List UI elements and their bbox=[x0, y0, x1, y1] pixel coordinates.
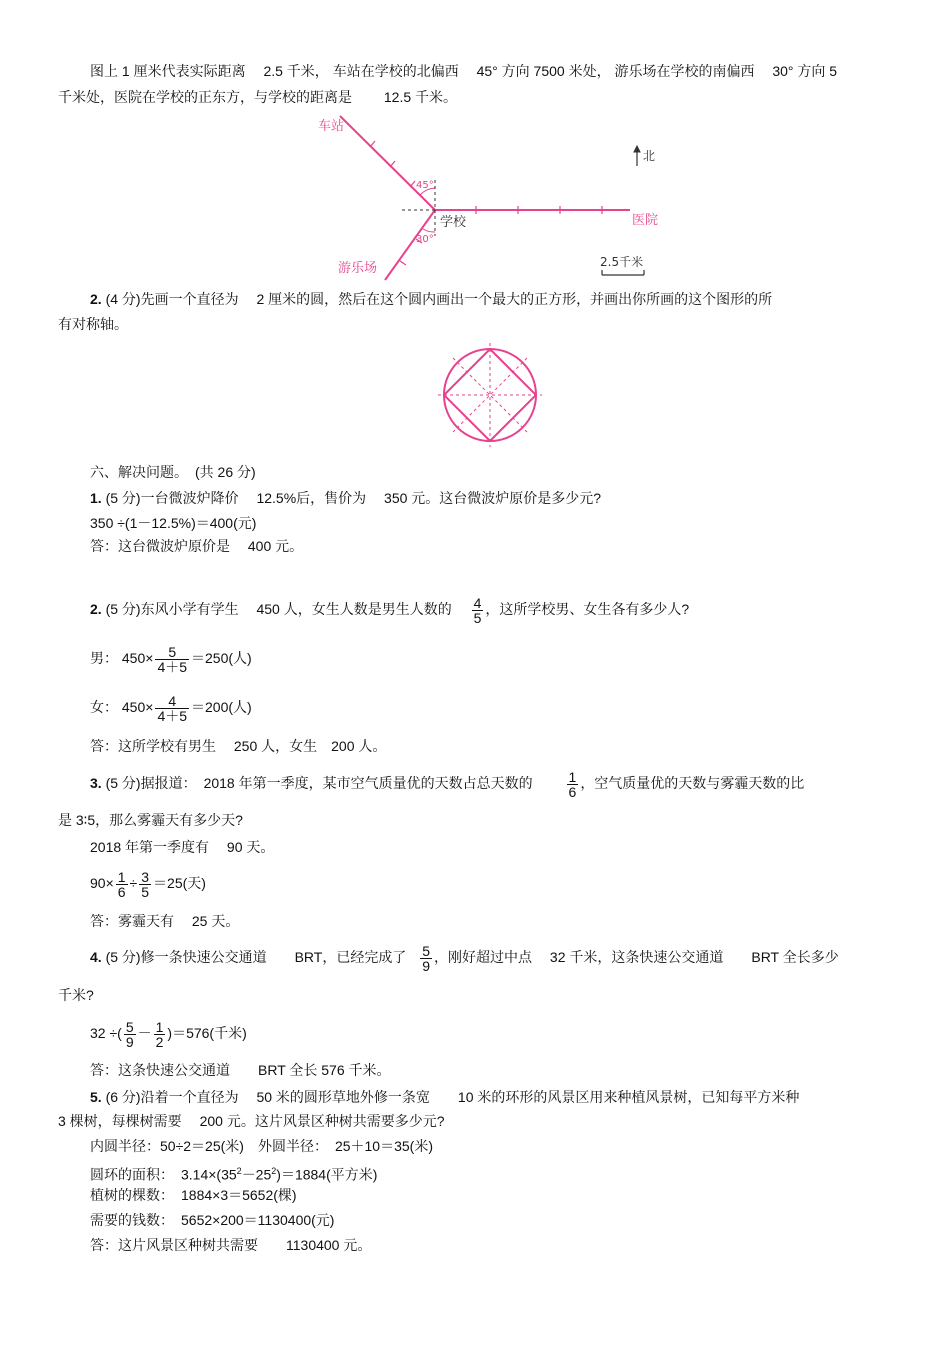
symmetry-axes bbox=[438, 343, 542, 447]
label-hospital: 医院 bbox=[632, 213, 659, 228]
problem-5-question-line-2: 3 棵树，每棵树需要 200 元。这片风景区种树共需要多少元? bbox=[58, 1113, 445, 1129]
label-station: 车站 bbox=[318, 119, 345, 134]
problem-4-text-after: ，刚好超过中点 32 千米，这条快速公交通道 BRT 全长多少 bbox=[434, 949, 839, 965]
problem-2-girls-calc: 女： 450× $\frac{4}{4+5}$ ＝200(人) bbox=[90, 692, 252, 724]
problem-3-text-before: (5 分)据报道： 2018 年第一季度，某市空气质量优的天数占总天数的 bbox=[105, 775, 533, 791]
problem-4-text-before: (5 分)修一条快速公交通道 BRT，已经完成了 bbox=[105, 949, 407, 965]
label-school: 学校 bbox=[440, 215, 467, 230]
section-six-title: 六、解决问题。 (共 26 分) bbox=[90, 464, 256, 480]
problem-5-text: (6 分)沿着一个直径为 50 米的圆形草地外修一条宽 10 米的环形的风景区用来种植风景树，已知每平方米种 bbox=[105, 1089, 800, 1105]
draw-question-line-2: 有对称轴。 bbox=[58, 316, 128, 332]
problem-3-fraction: $\frac{1}{6}$ bbox=[568, 768, 577, 800]
problem-2-text-after: ，这所学校男、女生各有多少人? bbox=[485, 601, 690, 617]
problem-5-step-2: 圆环的面积： $3.14\times(35^2-25^2)=1884$(平方米) bbox=[90, 1166, 378, 1183]
problem-5-step-3: 植树的棵数： 1884×3＝5652(棵) bbox=[90, 1187, 297, 1203]
label-park: 游乐场 bbox=[338, 261, 378, 276]
problem-2-answer: 答：这所学校有男生 250 人，女生 200 人。 bbox=[90, 738, 387, 754]
road-to-station bbox=[340, 116, 435, 210]
problem-3-question bbox=[90, 766, 804, 800]
problem-4-answer: 答：这条快速公交通道 BRT 全长 576 千米。 bbox=[90, 1062, 391, 1078]
problem-5-answer: 答：这片风景区种树共需要 1130400 元。 bbox=[90, 1237, 372, 1253]
problem-2-number: 2. bbox=[90, 601, 102, 617]
problem-2-fraction: $\frac{4}{5}$ bbox=[473, 594, 482, 626]
problem-4-question bbox=[90, 940, 839, 974]
problem-5-number: 5. bbox=[90, 1089, 102, 1105]
problem-1-number: 1. bbox=[90, 490, 102, 506]
label-angle-30: 30° bbox=[416, 234, 434, 245]
problem-2-text-before: (5 分)东风小学有学生 450 人，女生人数是男生人数的 bbox=[105, 601, 452, 617]
intro-line-1: 图上 1 厘米代表实际距离 2.5 千米， 车站在学校的北偏西 45° 方向 7500 米处， 游乐场在学校的南偏西 30° 方向 5 bbox=[90, 63, 838, 79]
problem-4-number: 4. bbox=[90, 949, 102, 965]
problem-1-answer: 答：这台微波炉原价是 400 元。 bbox=[90, 538, 304, 554]
problem-5-step-4: 需要的钱数： 5652×200＝1130400(元) bbox=[90, 1212, 335, 1228]
angle-30-arc bbox=[423, 229, 435, 232]
problem-3-calc: 90× $\frac{1}{6}$ ÷ $\frac{3}{5}$ ＝25(天) bbox=[90, 868, 206, 900]
north-arrow-icon bbox=[634, 146, 640, 166]
map-figure bbox=[300, 108, 680, 288]
problem-1-question bbox=[90, 489, 601, 507]
problem-5-question-line-1 bbox=[90, 1088, 799, 1106]
problem-2-question bbox=[90, 592, 689, 626]
circle-square-figure bbox=[435, 340, 545, 450]
problem-5-step-1: 内圆半径：50÷2＝25(米) 外圆半径： 25＋10＝35(米) bbox=[90, 1138, 433, 1154]
problem-4-calc: 32 ÷( $\frac{5}{9}$ － $\frac{1}{2}$ )＝576(千米) bbox=[90, 1018, 247, 1050]
intro-line-2: 千米处，医院在学校的正东方，与学校的距离是 12.5 千米。 bbox=[58, 89, 458, 105]
draw-question-number: 2. bbox=[90, 291, 102, 307]
problem-3-days: 2018 年第一季度有 90 天。 bbox=[90, 839, 275, 855]
road-to-park bbox=[385, 210, 435, 280]
problem-3-answer: 答：雾霾天有 25 天。 bbox=[90, 913, 240, 929]
draw-question-line-1 bbox=[90, 290, 772, 308]
problem-1-text: (5 分)一台微波炉降价 12.5%后，售价为 350 元。这台微波炉原价是多少元? bbox=[105, 490, 602, 506]
label-angle-45: 45° bbox=[416, 180, 434, 191]
problem-2-boys-calc: 男： 450× $\frac{5}{4+5}$ ＝250(人) bbox=[90, 643, 252, 675]
label-scale: 2.5千米 bbox=[600, 255, 644, 269]
problem-3-line-2: 是 3∶5，那么雾霾天有多少天? bbox=[58, 812, 243, 828]
label-north: 北 bbox=[643, 149, 656, 163]
problem-4-fraction: $\frac{5}{9}$ bbox=[422, 942, 431, 974]
problem-3-text-after: ，空气质量优的天数与雾霾天数的比 bbox=[580, 775, 805, 791]
scale-bar bbox=[602, 270, 644, 275]
problem-4-line-2: 千米? bbox=[58, 987, 94, 1003]
draw-question-text: (4 分)先画一个直径为 2 厘米的圆，然后在这个圆内画出一个最大的正方形，并画出你所画的这个图形的所 bbox=[105, 291, 773, 307]
problem-3-number: 3. bbox=[90, 775, 102, 791]
problem-1-calc: 350 ÷(1－12.5%)＝400(元) bbox=[90, 515, 257, 531]
